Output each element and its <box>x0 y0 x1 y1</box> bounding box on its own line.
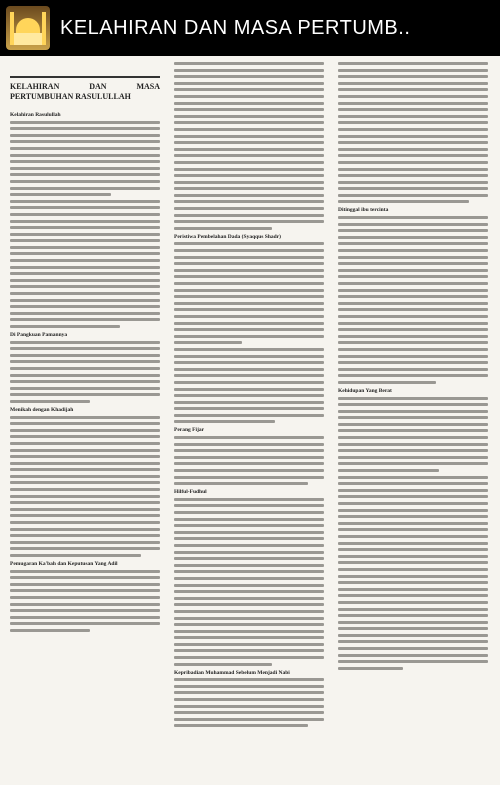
text-line <box>10 154 160 157</box>
text-line <box>10 160 160 163</box>
section-heading: Kelahiran Rasulullah <box>10 112 61 118</box>
text-line <box>338 449 488 452</box>
text-line <box>174 691 324 694</box>
text-line <box>338 429 488 432</box>
text-line <box>10 380 160 383</box>
text-line <box>174 524 324 527</box>
text-line <box>10 167 160 170</box>
column-3 <box>334 56 492 785</box>
text-line <box>338 282 488 285</box>
text-line <box>10 220 160 223</box>
text-line <box>338 588 488 591</box>
text-line <box>338 256 488 259</box>
text-line <box>10 481 160 484</box>
text-line <box>174 135 324 138</box>
text-line <box>10 547 160 550</box>
text-line <box>338 154 488 157</box>
text-line <box>338 594 488 597</box>
text-line <box>10 629 90 632</box>
text-line <box>174 504 324 507</box>
text-line <box>174 148 324 151</box>
text-line <box>174 498 324 501</box>
text-line <box>338 368 488 371</box>
text-line <box>174 449 324 452</box>
text-line <box>338 601 488 604</box>
text-line <box>174 443 324 446</box>
text-line <box>338 82 488 85</box>
text-line <box>338 535 488 538</box>
app-bar <box>0 0 500 56</box>
text-line <box>174 623 324 626</box>
text-line <box>10 449 160 452</box>
text-line <box>174 649 324 652</box>
text-line <box>338 548 488 551</box>
column-2 <box>170 56 328 785</box>
text-line <box>338 242 488 245</box>
text-line <box>338 403 488 406</box>
text-line <box>174 610 324 613</box>
text-line <box>10 367 160 370</box>
text-line <box>174 603 324 606</box>
text-line <box>338 115 488 118</box>
text-line <box>338 634 488 637</box>
section-heading: Peristiwa Pembelahan Dada (Syaqqus Shadr) <box>174 233 281 240</box>
text-line <box>174 469 324 472</box>
text-line <box>174 227 272 230</box>
text-line <box>174 242 324 245</box>
text-line <box>338 443 488 446</box>
text-line <box>174 420 275 423</box>
section-heading: Menikah dengan Khadijah <box>10 406 74 413</box>
text-line <box>174 295 324 298</box>
text-line <box>10 596 160 599</box>
text-line <box>338 456 488 459</box>
text-line <box>338 223 488 226</box>
text-line <box>10 495 160 498</box>
text-line <box>10 475 160 478</box>
text-line <box>10 279 160 282</box>
text-line <box>338 355 488 358</box>
text-line <box>10 272 160 275</box>
text-line <box>174 220 324 223</box>
document-page[interactable] <box>0 56 500 785</box>
chapter-title: KELAHIRAN DAN MASA PERTUMBUHAN RASULULLAH <box>10 76 160 102</box>
app-title: KELAHIRAN DAN MASA PERTUMB.. <box>60 16 411 39</box>
text-line <box>174 388 324 391</box>
text-line <box>10 622 160 625</box>
text-line <box>174 121 324 124</box>
text-line <box>338 141 488 144</box>
text-line <box>174 322 324 325</box>
text-line <box>10 488 160 491</box>
text-line <box>338 522 488 525</box>
text-line <box>338 341 488 344</box>
text-line <box>10 173 160 176</box>
text-line <box>174 685 324 688</box>
text-line <box>174 643 324 646</box>
text-line <box>10 514 160 517</box>
text-line <box>174 663 272 666</box>
text-line <box>338 555 488 558</box>
text-line <box>10 259 160 262</box>
text-line <box>338 495 488 498</box>
text-line <box>174 544 324 547</box>
text-line <box>10 233 160 236</box>
section-heading: Hilful-Fudhul <box>174 489 207 496</box>
text-line <box>174 557 324 560</box>
text-line <box>10 193 111 196</box>
text-line <box>338 575 488 578</box>
text-line <box>174 262 324 265</box>
text-line <box>10 127 160 130</box>
text-line <box>174 678 324 681</box>
text-line <box>174 407 324 410</box>
text-line <box>174 355 324 358</box>
text-line <box>10 609 160 612</box>
text-line <box>174 194 324 197</box>
text-line <box>10 299 160 302</box>
text-line <box>338 542 488 545</box>
text-line <box>338 102 488 105</box>
text-line <box>174 102 324 105</box>
text-line <box>338 315 488 318</box>
text-line <box>338 95 488 98</box>
text-line <box>338 660 488 663</box>
text-line <box>338 249 488 252</box>
section-heading: Di Pangkuan Pamannya <box>10 332 68 338</box>
text-line <box>174 88 324 91</box>
text-line <box>10 360 160 363</box>
text-line <box>10 603 160 606</box>
text-line <box>174 249 324 252</box>
text-line <box>338 216 488 219</box>
text-line <box>174 630 324 633</box>
text-line <box>338 269 488 272</box>
text-line <box>174 436 324 439</box>
section-heading: Ditinggal ibu tercinta <box>338 207 389 214</box>
text-line <box>10 429 160 432</box>
text-line <box>10 206 160 209</box>
text-line <box>10 583 160 586</box>
section-heading: Perang Fijar <box>174 427 205 434</box>
text-line <box>338 236 488 239</box>
text-line <box>338 621 488 624</box>
text-line <box>174 200 324 203</box>
text-line <box>338 423 488 426</box>
text-line <box>174 214 324 217</box>
text-line <box>10 616 160 619</box>
text-line <box>338 128 488 131</box>
text-line <box>10 305 160 308</box>
text-line <box>174 518 324 521</box>
text-line <box>338 361 488 364</box>
text-line <box>10 246 160 249</box>
text-line <box>174 69 324 72</box>
text-line <box>338 148 488 151</box>
text-line <box>174 698 324 701</box>
text-line <box>10 341 160 344</box>
text-line <box>174 108 324 111</box>
text-line <box>338 308 488 311</box>
text-line <box>174 511 324 514</box>
text-line <box>338 168 488 171</box>
text-line <box>174 302 324 305</box>
text-line <box>338 416 488 419</box>
text-line <box>338 614 488 617</box>
text-line <box>10 400 90 403</box>
text-line <box>338 647 488 650</box>
text-line <box>10 180 160 183</box>
text-line <box>174 174 324 177</box>
text-line <box>338 121 488 124</box>
text-line <box>338 436 488 439</box>
text-line <box>338 381 436 384</box>
text-line <box>338 476 488 479</box>
text-line <box>174 462 324 465</box>
text-line <box>174 711 324 714</box>
text-line <box>10 140 160 143</box>
text-line <box>338 489 488 492</box>
text-line <box>338 275 488 278</box>
text-line <box>338 181 488 184</box>
text-line <box>338 561 488 564</box>
text-line <box>338 328 488 331</box>
text-line <box>174 656 324 659</box>
text-line <box>338 229 488 232</box>
text-line <box>174 584 324 587</box>
text-line <box>10 541 160 544</box>
text-line <box>174 289 324 292</box>
text-line <box>338 654 488 657</box>
text-line <box>174 328 324 331</box>
text-line <box>174 537 324 540</box>
text-line <box>174 141 324 144</box>
text-line <box>338 482 488 485</box>
text-line <box>174 590 324 593</box>
text-line <box>174 401 324 404</box>
text-line <box>10 455 160 458</box>
text-line <box>174 161 324 164</box>
text-line <box>174 335 324 338</box>
text-line <box>10 318 160 321</box>
text-line <box>174 181 324 184</box>
text-line <box>174 381 324 384</box>
text-line <box>174 275 324 278</box>
text-line <box>338 135 488 138</box>
text-line <box>174 476 324 479</box>
text-line <box>338 335 488 338</box>
text-line <box>10 442 160 445</box>
text-line <box>10 416 160 419</box>
text-line <box>338 640 488 643</box>
text-line <box>174 456 324 459</box>
text-line <box>10 422 160 425</box>
text-line <box>338 469 439 472</box>
text-line <box>10 266 160 269</box>
column-1 <box>6 56 164 785</box>
text-line <box>10 576 160 579</box>
text-line <box>338 62 488 65</box>
text-line <box>338 174 488 177</box>
section-heading: Kepribadian Muhammad Sebelum Menjadi Nabi <box>174 669 290 676</box>
text-line <box>338 194 488 197</box>
text-line <box>10 468 160 471</box>
text-line <box>174 187 324 190</box>
text-line <box>174 718 324 721</box>
text-line <box>10 252 160 255</box>
text-line <box>174 308 324 311</box>
text-line <box>338 262 488 265</box>
text-line <box>174 374 324 377</box>
text-line <box>174 75 324 78</box>
text-line <box>174 482 308 485</box>
text-line <box>174 570 324 573</box>
text-line <box>338 502 488 505</box>
text-line <box>10 462 160 465</box>
text-line <box>10 534 160 537</box>
text-line <box>10 285 160 288</box>
section-heading: Pemugaran Ka'bah dan Keputusan Yang Adil <box>10 561 118 567</box>
text-line <box>10 570 160 573</box>
text-line <box>338 374 488 377</box>
text-line <box>10 121 160 124</box>
text-line <box>174 115 324 118</box>
text-line <box>338 581 488 584</box>
text-line <box>338 69 488 72</box>
text-line <box>174 551 324 554</box>
text-line <box>10 554 141 557</box>
text-line <box>10 134 160 137</box>
text-line <box>174 128 324 131</box>
text-line <box>174 82 324 85</box>
text-line <box>338 75 488 78</box>
text-line <box>338 187 488 190</box>
text-line <box>338 528 488 531</box>
text-line <box>10 213 160 216</box>
text-line <box>338 608 488 611</box>
text-line <box>174 315 324 318</box>
text-line <box>338 302 488 305</box>
text-line <box>10 325 120 328</box>
text-line <box>174 617 324 620</box>
text-line <box>174 168 324 171</box>
text-line <box>10 239 160 242</box>
text-line <box>174 394 324 397</box>
text-line <box>174 724 308 727</box>
text-line <box>10 387 160 390</box>
text-line <box>10 393 160 396</box>
text-line <box>174 341 242 344</box>
text-line <box>174 564 324 567</box>
text-line <box>174 282 324 285</box>
text-line <box>174 154 324 157</box>
text-line <box>10 521 160 524</box>
text-line <box>338 289 488 292</box>
text-line <box>338 397 488 400</box>
text-line <box>10 435 160 438</box>
text-line <box>338 108 488 111</box>
text-line <box>174 269 324 272</box>
text-line <box>338 568 488 571</box>
text-line <box>10 347 160 350</box>
text-line <box>10 147 160 150</box>
text-line <box>174 597 324 600</box>
text-line <box>10 200 160 203</box>
text-line <box>10 374 160 377</box>
text-line <box>174 705 324 708</box>
text-line <box>338 348 488 351</box>
text-line <box>338 88 488 91</box>
text-line <box>174 531 324 534</box>
text-line <box>338 462 488 465</box>
text-line <box>338 295 488 298</box>
text-line <box>338 161 488 164</box>
text-line <box>174 348 324 351</box>
text-line <box>174 95 324 98</box>
text-line <box>10 528 160 531</box>
mosque-icon[interactable] <box>6 6 50 50</box>
section-heading: Kehidupan Yang Berat <box>338 387 392 394</box>
text-line <box>174 256 324 259</box>
text-line <box>10 508 160 511</box>
text-line <box>10 187 160 190</box>
text-line <box>174 368 324 371</box>
text-line <box>174 577 324 580</box>
text-line <box>10 292 160 295</box>
text-line <box>338 509 488 512</box>
text-line <box>338 667 403 670</box>
text-line <box>10 589 160 592</box>
text-line <box>10 226 160 229</box>
text-line <box>174 636 324 639</box>
text-line <box>174 414 324 417</box>
text-line <box>174 207 324 210</box>
text-line <box>174 62 324 65</box>
text-line <box>338 515 488 518</box>
text-line <box>338 200 469 203</box>
text-line <box>338 627 488 630</box>
text-line <box>10 354 160 357</box>
text-line <box>10 501 160 504</box>
text-line <box>338 322 488 325</box>
text-line <box>174 361 324 364</box>
text-line <box>10 312 160 315</box>
text-line <box>338 410 488 413</box>
